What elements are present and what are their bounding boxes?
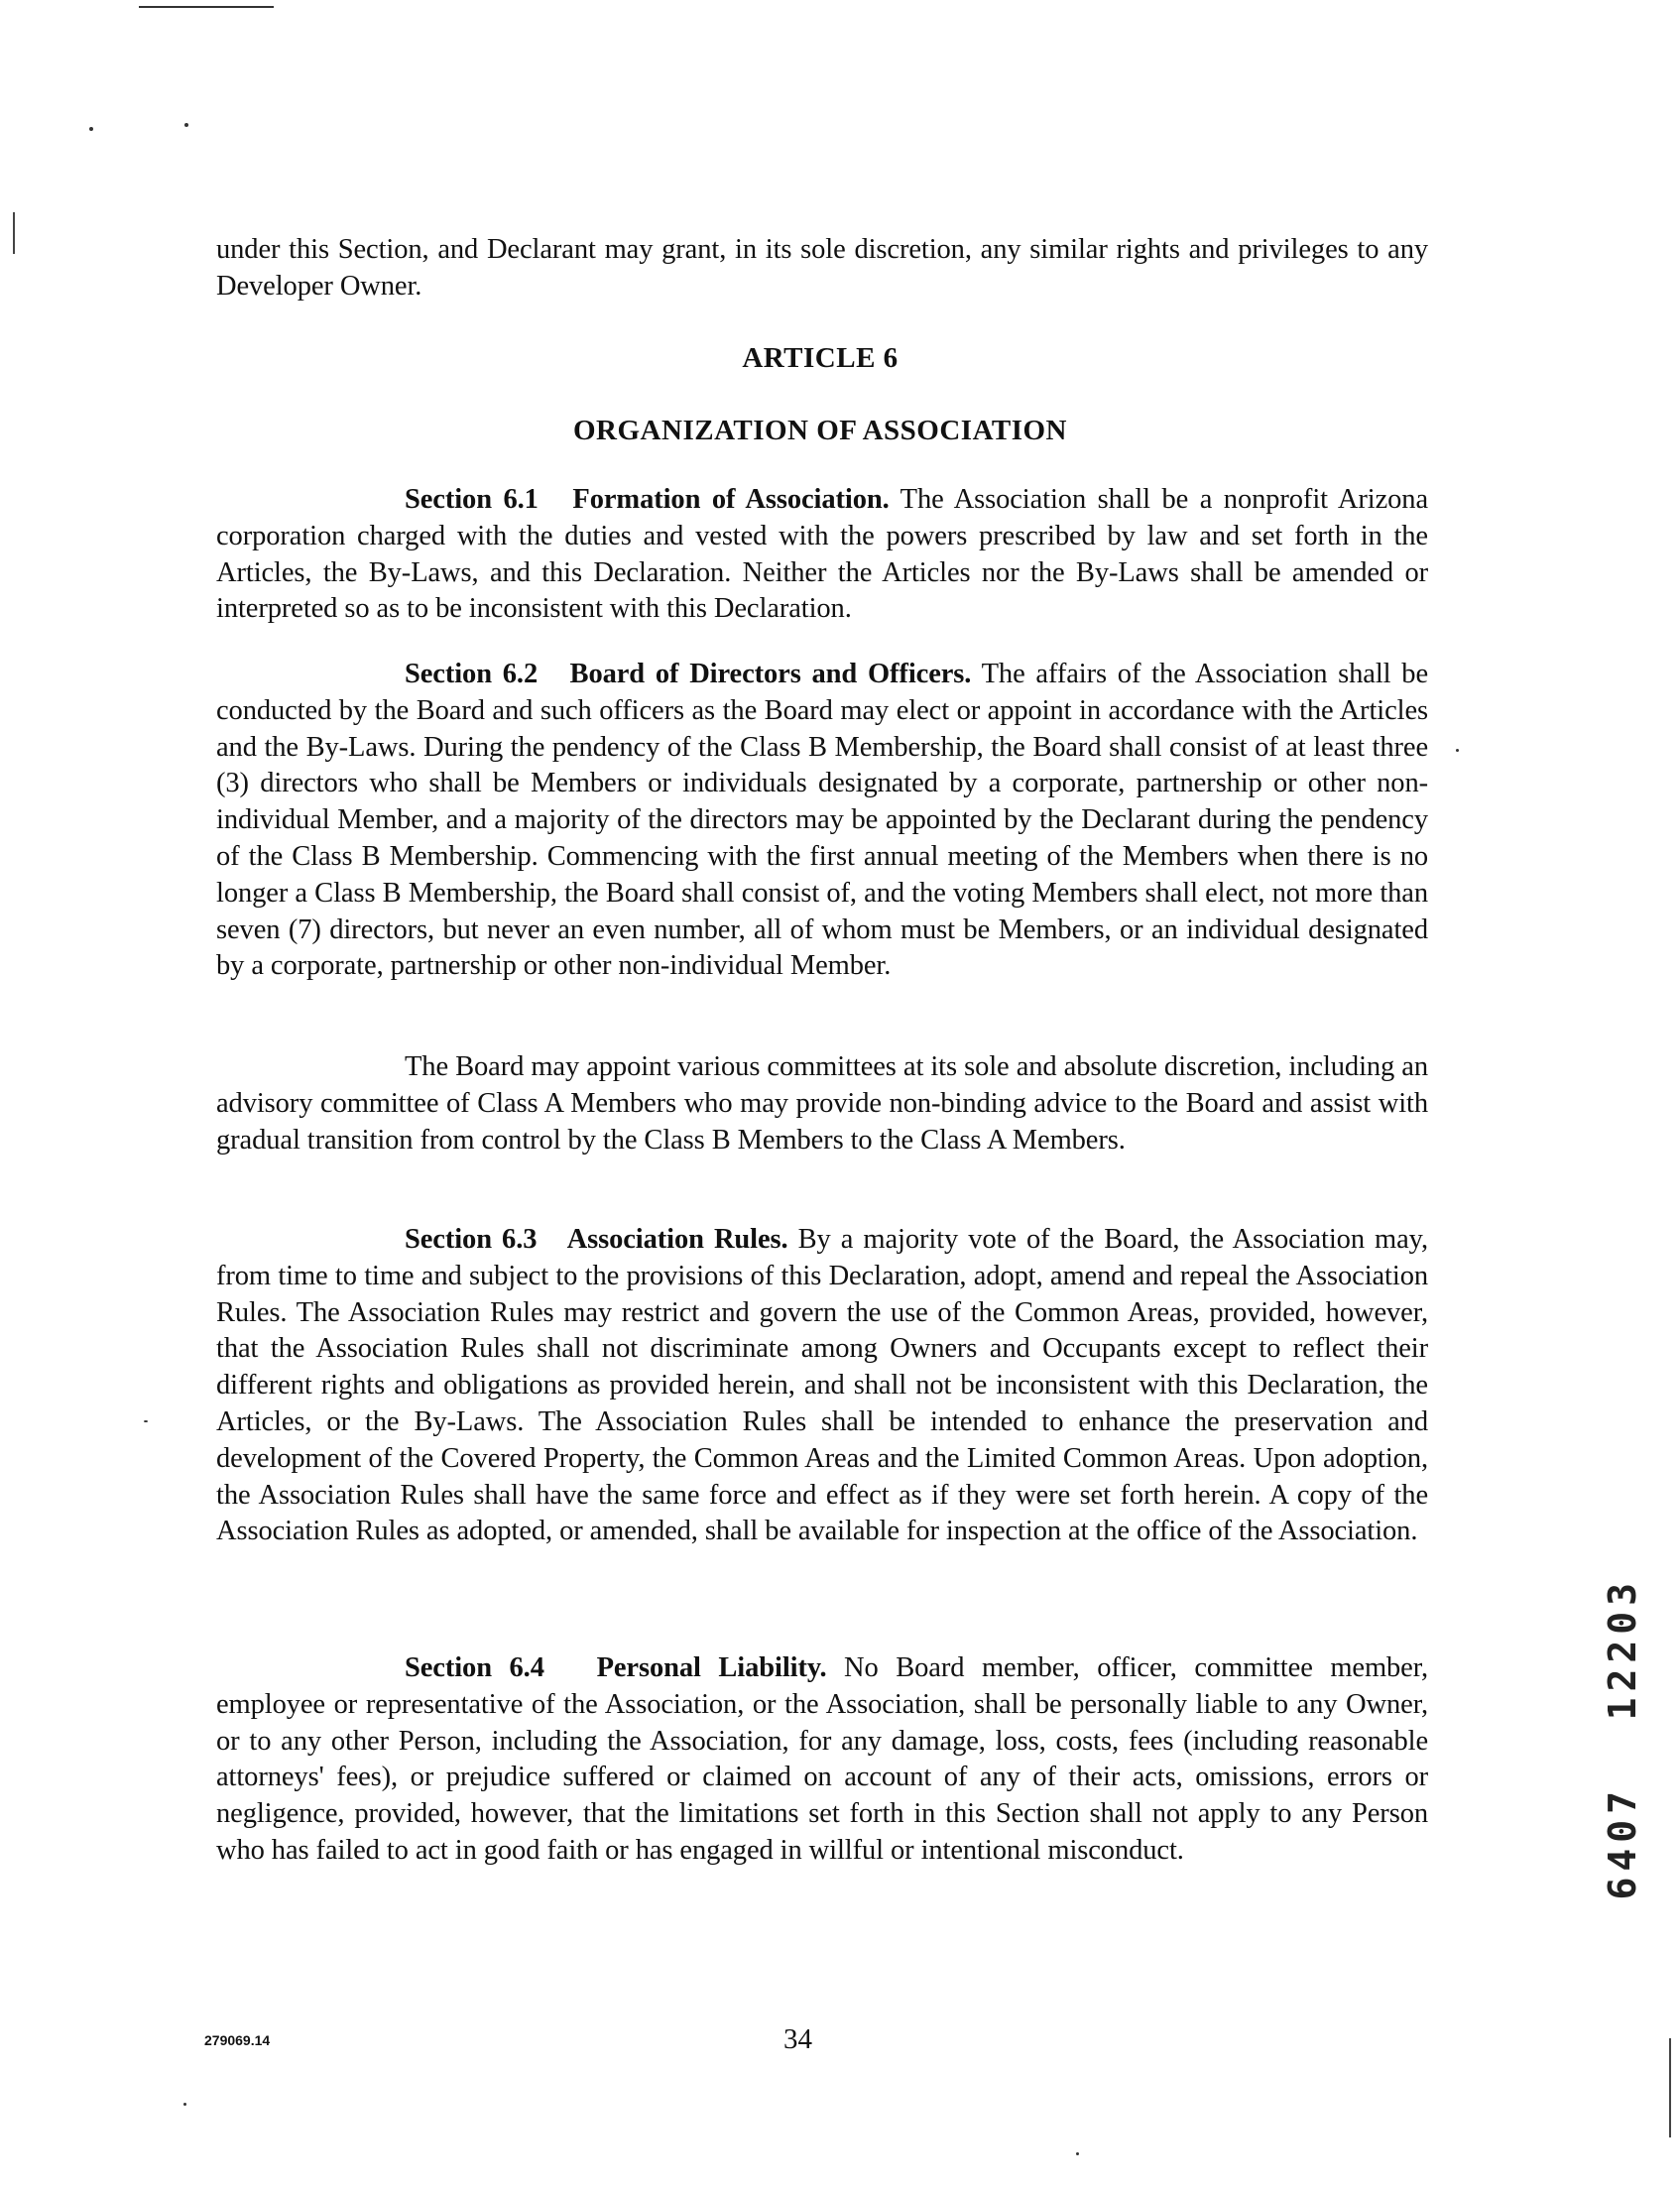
scan-speck [1456, 749, 1459, 752]
section-text: The Association shall be a nonprofit Arizona corporation charged with the duties and vested with the powers prescribed by law and set forth in the Articles, the By-Laws, and this Declaration. Neither the Articles nor the By-Laws shall be amended or interpreted so as to be inconsistent with this Declaration. [216, 484, 1429, 625]
section-title: Formation of Association. [572, 484, 890, 515]
intro-paragraph: under this Section, and Declarant may grant, in its sole discretion, any similar rights and privileges to any Developer Owner. [216, 234, 1428, 302]
section-title: Association Rules. [566, 1224, 788, 1255]
page-number: 34 [783, 2023, 812, 2055]
article-number: ARTICLE 6 [742, 342, 899, 374]
section-title: Board of Directors and Officers. [569, 659, 972, 689]
section-6-2 [216, 657, 1428, 985]
article-title: ORGANIZATION OF ASSOCIATION [573, 415, 1067, 446]
recording-stamp-number: 6407 [1601, 1785, 1644, 1900]
top-rule [139, 6, 274, 8]
scan-speck [183, 2103, 186, 2106]
board-committees-paragraph: The Board may appoint various committees at its sole and absolute discretion, including an advisory committee of Class A Members who may provide non-binding advice to the Board and assist with gradual transition from control by the Class B Members to the Class A Members. [216, 1051, 1428, 1156]
document-number: 279069.14 [204, 2032, 271, 2048]
section-text: By a majority vote of the Board, the Association may, from time to time and subject to the provisions of this Declaration, adopt, amend and repeal the Association Rules. The Association Rules may restrict and govern the use of the Common Areas, provided, however, that the Association Rules shall not discriminate among Owners and Occupants except to reflect their different rights and obligations as provided herein, and shall not be inconsistent with this Declaration, the Articles, or the By-Laws. The Association Rules shall be intended to enhance the preservation and development of the Covered Property, the Common Areas and the Limited Common Areas. Upon adoption, the Association Rules shall have the same force and effect as if they were set forth herein. A copy of the Association Rules as adopted, or amended, shall be available for inspection at the office of the Association. [216, 1224, 1428, 1547]
section-6-4 [216, 1650, 1428, 1870]
section-title: Personal Liability. [596, 1652, 827, 1683]
scan-speck [184, 123, 188, 127]
scan-speck [89, 127, 93, 131]
section-6-1 [216, 482, 1428, 628]
margin-mark [13, 212, 15, 254]
section-text: No Board member, officer, committee member, employee or representative of the Association, or the Association, shall be personally liable to any Owner, or to any other Person, including the Association, for any damage, loss, costs, fees (including reasonable attorneys' fees), or prejudice suffered or claimed on account of any of their acts, omissions, errors or negligence, provided, however, that the limitations set forth in this Section shall not apply to any Person who has failed to act in good faith or has engaged in willful or intentional misconduct. [216, 1652, 1428, 1866]
recording-stamp-number: 12203 [1601, 1577, 1644, 1721]
section-label: Section 6.4 [405, 1652, 544, 1683]
scan-speck [144, 1420, 148, 1422]
section-label: Section 6.2 [405, 659, 539, 689]
section-label: Section 6.1 [405, 484, 539, 515]
section-label: Section 6.3 [405, 1224, 538, 1255]
margin-mark [1669, 2038, 1671, 2137]
section-6-3 [216, 1222, 1428, 1550]
scan-speck [1076, 2152, 1079, 2155]
section-text: The affairs of the Association shall be conducted by the Board and such officers as the Board may elect or appoint in accordance with the Articles and the By-Laws. During the pendency of the Class B Membership, the Board shall consist of at least three (3) directors who shall be Members or individuals designated by a corporate, partnership or other non-individual Member, and a majority of the directors may be appointed by the Declarant during the pendency of the Class B Membership. Commencing with the first annual meeting of the Members when there is no longer a Class B Membership, the Board shall consist of, and the voting Members shall elect, not more than seven (7) directors, but never an even number, all of whom must be Members, or an individual designated by a corporate, partnership or other non-individual Member. [216, 659, 1429, 982]
